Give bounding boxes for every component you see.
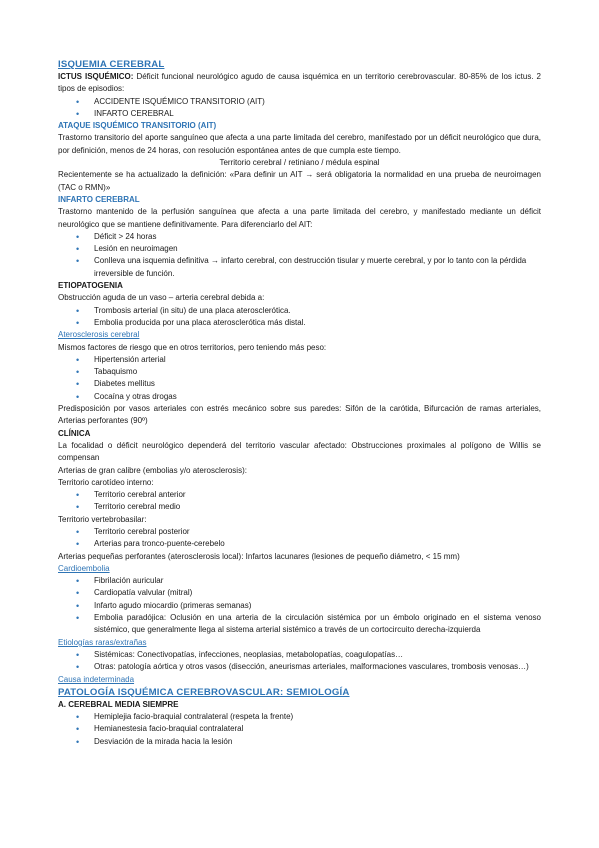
list-item: • Diabetes mellitus [58,378,541,390]
list-item: • Hipertensión arterial [58,354,541,366]
raras-heading: Etiologías raras/extrañas [58,637,147,647]
list-item: • Cocaína y otras drogas [58,391,541,403]
list-item: • Embolia paradójica: Oclusión en una arteria de la circulación sistémica por un émbolo originado en el sistema venoso sistémico, que generalmente llega al sistema arterial sistémico a través de un cortocircuito derecha-izquierda [58,612,541,637]
list-item: • Hemiplejia facio-braquial contralateral (respeta la frente) [58,711,541,723]
list-item: • Hemianestesia facio-braquial contralateral [58,723,541,735]
list-item: • Infarto agudo miocardio (primeras semanas) [58,600,541,612]
risk-factors-list [58,354,541,403]
list-item: • Desviación de la mirada hacia la lesión [58,736,541,748]
list-item: • Territorio cerebral posterior [58,526,541,538]
list-item: • Embolia producida por una placa aterosclerótica más distal. [58,317,541,329]
list-item: • Fibrilación auricular [58,575,541,587]
list-item: • Otras: patología aórtica y otros vasos (disección, aneurismas arteriales, malformaciones vasculares, trombosis venosas…) [58,661,541,673]
vertebrobasilar-label: Territorio vertebrobasilar: [58,514,147,524]
etiopatogenia-intro: Obstrucción aguda de un vaso – arteria cerebral debida a: [58,293,265,303]
infarto-definition: Trastorno mantenido de la perfusión sanguínea que afecta a una parte limitada del cerebro, y manifestado mediante un déficit neurológico que se mantiene definitivamente. Para diferenciarlo del AIT: [58,207,541,229]
cardioembolia-list [58,575,541,636]
raras-list [58,649,541,674]
list-item: • Territorio cerebral anterior [58,489,541,501]
large-arteries-text: Arterias de gran calibre (embolias y/o aterosclerosis): [58,465,247,475]
ait-heading: ATAQUE ISQUÉMICO TRANSITORIO (AIT) [58,121,217,131]
ictus-label: ICTUS ISQUÉMICO: [58,72,134,81]
infarto-criteria-list [58,231,541,280]
list-item: • Tabaquismo [58,366,541,378]
vertebrobasilar-list [58,526,541,551]
etiopatogenia-heading: ETIOPATOGENIA [58,281,123,291]
list-item: • INFARTO CEREBRAL [58,108,541,120]
carotid-list [58,489,541,514]
list-item: • Conlleva una isquemia definitiva → infarto cerebral, con destrucción tisular y muerte cerebral, y por lo tanto con la pérdida irreversible de función. [58,255,541,280]
aterosclerosis-intro: Mismos factores de riesgo que en otros territorios, pero teniendo más peso: [58,342,327,352]
clinica-intro: La focalidad o déficit neurológico dependerá del territorio vascular afectado: Obstrucciones proximales al polígono de Willis se compensan [58,440,541,463]
cardioembolia-heading: Cardioembolia [58,563,110,573]
clinica-heading: CLÍNICA [58,428,91,438]
aterosclerosis-heading: Aterosclerosis cerebral [58,330,140,340]
document-title: ISQUEMIA CEREBRAL [58,59,165,70]
list-item: • Cardiopatía valvular (mitral) [58,587,541,599]
list-item: • Déficit > 24 horas [58,231,541,243]
infarto-heading: INFARTO CEREBRAL [58,194,140,204]
list-item: • ACCIDENTE ISQUÉMICO TRANSITORIO (AIT) [58,96,541,108]
list-item: • Arterias para tronco-puente-cerebelo [58,538,541,550]
ictus-paragraph [58,71,541,96]
indeterminada-heading: Causa indeterminada [58,674,135,684]
ait-definition: Trastorno transitorio del aporte sanguíneo que afecta a una parte limitada del cerebro, manifestado por un déficit neurológico que dura, por definición, menos de 24 horas, con resolución espontánea antes de que cumpla este tiempo. [58,133,541,155]
predisposition-text: Predisposición por vasos arteriales con estrés mecánico sobre sus paredes: Sifón de la carótida, Bifurcación de ramas arteriales, Arterias perforantes (90º) [58,404,541,426]
semiologia-list [58,711,541,748]
list-item: • Lesión en neuroimagen [58,243,541,255]
semiologia-heading: PATOLOGÍA ISQUÉMICA CEREBROVASCULAR: SEMIOLOGÍA [58,686,350,698]
list-item: • Trombosis arterial (in situ) de una placa aterosclerótica. [58,305,541,317]
ictus-types-list [58,96,541,121]
small-arteries-text: Arterias pequeñas perforantes (aterosclerosis local): Infartos lacunares (lesiones de pequeño diámetro, < 15 mm) [58,551,460,561]
acm-heading: A. CEREBRAL MEDIA SIEMPRE [58,699,179,709]
list-item: • Sistémicas: Conectivopatías, infecciones, neoplasias, metabolopatías, coagulopatías… [58,649,541,661]
list-item: • Territorio cerebral medio [58,501,541,513]
etiopatogenia-list [58,305,541,330]
ait-territories: Territorio cerebral / retiniano / médula espinal [219,158,380,168]
ait-update: Recientemente se ha actualizado la definición: «Para definir un AIT → será obligatoria la normalidad en una prueba de neuroimagen (TAC o RMN)» [58,170,541,192]
carotid-label: Territorio carotídeo interno: [58,477,154,487]
ictus-text: Déficit funcional neurológico agudo de causa isquémica en un territorio cerebrovascular. 80-85% de los ictus. 2 tipos de episodios: [58,72,541,94]
